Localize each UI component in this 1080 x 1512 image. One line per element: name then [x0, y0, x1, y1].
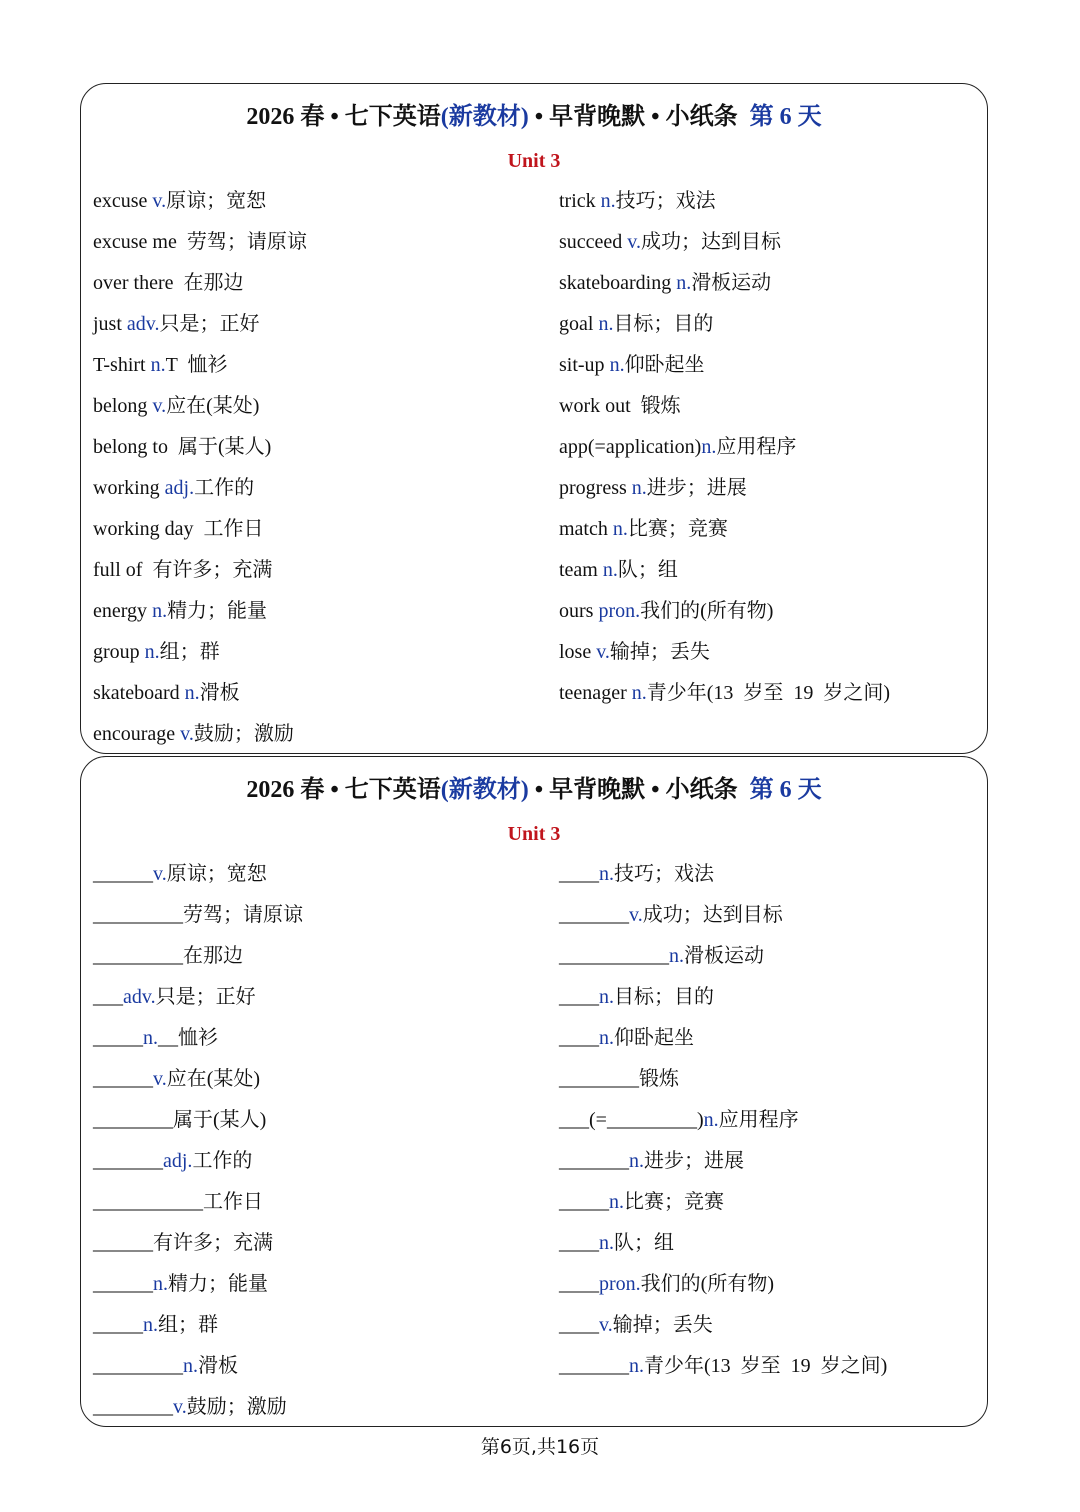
blank-column-left	[93, 858, 543, 1432]
vocab-word: ____	[559, 1232, 599, 1254]
vocab-word: ___________	[93, 1191, 203, 1213]
vocab-word: belong to	[93, 436, 178, 458]
title-suffix: • 早背晚默 • 小纸条	[528, 777, 738, 803]
vocab-word: _________	[93, 945, 183, 967]
vocab-word: working day	[93, 518, 204, 540]
vocab-meaning: 比赛；竞赛	[627, 518, 728, 540]
vocab-row	[93, 390, 543, 431]
vocab-word: app(=application)	[559, 436, 702, 458]
vocab-meaning: 技巧；戏法	[615, 190, 716, 212]
vocab-word: skateboard	[93, 682, 185, 704]
vocab-row	[559, 858, 979, 899]
vocab-row	[93, 858, 543, 899]
vocab-word: ______	[93, 863, 153, 885]
vocab-row	[559, 899, 979, 940]
vocab-row	[559, 349, 979, 390]
vocab-meaning: 组；群	[158, 1314, 218, 1336]
vocab-meaning: 滑板运动	[684, 945, 764, 967]
part-of-speech: n.	[701, 436, 717, 458]
vocab-meaning: 进步；进展	[646, 477, 747, 499]
page-number: 第6页,共16页	[480, 1436, 600, 1458]
vocab-meaning: 有许多；充满	[152, 559, 273, 581]
vocab-word: _______	[93, 1150, 163, 1172]
part-of-speech: n.	[143, 1027, 158, 1049]
vocab-row	[93, 308, 543, 349]
part-of-speech: n.	[629, 1150, 644, 1172]
vocab-row	[559, 1350, 979, 1391]
vocab-word: ____	[559, 1027, 599, 1049]
vocab-meaning: 青少年(13 岁至 19 岁之间)	[646, 682, 891, 704]
vocab-row	[559, 1227, 979, 1268]
vocab-word: ______	[93, 1068, 153, 1090]
vocab-word: over there	[93, 272, 184, 294]
vocab-word: trick	[559, 190, 601, 212]
vocab-word: belong	[93, 395, 153, 417]
vocab-word: excuse	[93, 190, 153, 212]
vocab-word: ___________	[559, 945, 669, 967]
vocab-word: working	[93, 477, 165, 499]
vocab-word: _______	[559, 904, 629, 926]
part-of-speech: v.	[153, 1068, 167, 1090]
vocab-meaning: 有许多；充满	[153, 1232, 273, 1254]
vocab-row	[559, 1186, 979, 1227]
vocab-word: ______	[93, 1273, 153, 1295]
part-of-speech: n.	[631, 477, 647, 499]
vocab-word: match	[559, 518, 613, 540]
vocab-word: ours	[559, 600, 599, 622]
vocab-word: ______	[93, 1232, 153, 1254]
vocab-meaning: 劳驾；请原谅	[183, 904, 303, 926]
vocab-word: _________	[93, 904, 183, 926]
vocab-word: work out	[559, 395, 641, 417]
vocab-row	[559, 981, 979, 1022]
part-of-speech: v.	[153, 863, 167, 885]
part-of-speech: v.	[173, 1396, 187, 1418]
vocab-meaning: 比赛；竞赛	[624, 1191, 724, 1213]
vocab-word: just	[93, 313, 127, 335]
vocab-meaning: 目标；目的	[613, 313, 714, 335]
vocab-meaning: 滑板	[199, 682, 240, 704]
vocab-meaning: 劳驾；请原谅	[186, 231, 307, 253]
part-of-speech: v.	[152, 190, 167, 212]
vocab-meaning: __恤衫	[158, 1027, 218, 1049]
vocab-row	[559, 1145, 979, 1186]
vocab-row	[559, 677, 979, 718]
vocab-meaning: 在那边	[183, 272, 244, 294]
card-title	[81, 769, 987, 804]
part-of-speech: adv.	[126, 313, 160, 335]
vocab-word: ________	[93, 1396, 173, 1418]
part-of-speech: adj.	[163, 1150, 193, 1172]
vocab-row	[93, 899, 543, 940]
part-of-speech: n.	[676, 272, 692, 294]
part-of-speech: n.	[599, 1027, 614, 1049]
title-prefix: 2026 春 • 七下英语	[246, 777, 441, 803]
vocab-word: lose	[559, 641, 597, 663]
part-of-speech: n.	[599, 1232, 614, 1254]
vocab-meaning: 目标；目的	[614, 986, 714, 1008]
vocab-card-dictation	[80, 756, 988, 1427]
vocab-row	[93, 1186, 543, 1227]
vocab-row	[93, 185, 543, 226]
word-column-left	[93, 185, 543, 759]
vocab-row	[93, 226, 543, 267]
vocab-meaning: 成功；达到目标	[642, 904, 783, 926]
part-of-speech: v.	[599, 1314, 613, 1336]
vocab-word: excuse me	[93, 231, 187, 253]
vocab-meaning: 应用程序	[716, 436, 797, 458]
vocab-word: progress	[559, 477, 632, 499]
vocab-word: ________	[93, 1109, 173, 1131]
vocab-meaning: 原谅；宽恕	[166, 190, 267, 212]
part-of-speech: adv.	[123, 986, 156, 1008]
part-of-speech: n.	[143, 1314, 158, 1336]
vocab-word: ____	[559, 1273, 599, 1295]
title-suffix: • 早背晚默 • 小纸条	[528, 104, 738, 130]
part-of-speech: n.	[629, 1355, 644, 1377]
vocab-row	[93, 349, 543, 390]
part-of-speech: v.	[152, 395, 167, 417]
vocab-meaning: 应在(某处)	[166, 395, 260, 417]
vocab-meaning: 在那边	[183, 945, 243, 967]
part-of-speech: v.	[629, 904, 643, 926]
vocab-word: succeed	[559, 231, 628, 253]
vocab-word: encourage	[93, 723, 181, 745]
vocab-meaning: 滑板	[198, 1355, 238, 1377]
word-column-right	[559, 185, 979, 718]
vocab-word: energy	[93, 600, 153, 622]
vocab-row	[559, 513, 979, 554]
vocab-meaning: 属于(某人)	[178, 436, 272, 458]
vocab-meaning: 锻炼	[639, 1068, 679, 1090]
vocab-word: skateboarding	[559, 272, 677, 294]
vocab-word: teenager	[559, 682, 632, 704]
vocab-meaning: 工作的	[192, 1150, 253, 1172]
vocab-row	[93, 1063, 543, 1104]
vocab-row	[559, 1309, 979, 1350]
vocab-meaning: 技巧；戏法	[614, 863, 714, 885]
title-highlight: (新教材)	[440, 104, 529, 130]
vocab-word: ___(=_________)	[559, 1109, 704, 1131]
part-of-speech: v.	[596, 641, 610, 663]
vocab-row	[559, 554, 979, 595]
part-of-speech: n.	[669, 945, 684, 967]
vocab-word: team	[559, 559, 603, 581]
vocab-meaning: 输掉；丢失	[609, 641, 710, 663]
vocab-meaning: 精力；能量	[167, 600, 268, 622]
card-title	[81, 96, 987, 131]
vocab-word: full of	[93, 559, 153, 581]
vocab-row	[93, 677, 543, 718]
vocab-row	[93, 940, 543, 981]
vocab-row	[93, 431, 543, 472]
vocab-row	[559, 940, 979, 981]
part-of-speech: pron.	[598, 600, 641, 622]
vocab-meaning: 原谅；宽恕	[166, 863, 267, 885]
vocab-word: _____	[93, 1314, 143, 1336]
blank-column-right	[559, 858, 979, 1391]
vocab-row	[559, 308, 979, 349]
vocab-word: ____	[559, 863, 599, 885]
vocab-meaning: 我们的(所有物)	[640, 600, 774, 622]
vocab-meaning: 鼓励；激励	[193, 723, 294, 745]
vocab-row	[559, 1063, 979, 1104]
vocab-word: goal	[559, 313, 599, 335]
part-of-speech: n.	[600, 190, 616, 212]
vocab-meaning: 队；组	[617, 559, 678, 581]
part-of-speech: n.	[599, 986, 614, 1008]
vocab-row	[93, 981, 543, 1022]
part-of-speech: n.	[153, 1273, 168, 1295]
part-of-speech: n.	[631, 682, 647, 704]
title-day: 第 6 天	[749, 104, 822, 130]
vocab-meaning: 滑板运动	[691, 272, 772, 294]
vocab-meaning: 成功；达到目标	[641, 231, 781, 253]
vocab-meaning: 鼓励；激励	[186, 1396, 287, 1418]
vocab-meaning: 属于(某人)	[173, 1109, 267, 1131]
vocab-meaning: T 恤衫	[165, 354, 228, 376]
vocab-row	[559, 595, 979, 636]
vocab-row	[93, 1309, 543, 1350]
vocab-meaning: 我们的(所有物)	[640, 1273, 774, 1295]
part-of-speech: n.	[703, 1109, 719, 1131]
vocab-row	[93, 1145, 543, 1186]
vocab-row	[93, 595, 543, 636]
vocab-row	[93, 513, 543, 554]
unit-heading: Unit 3	[507, 150, 561, 172]
vocab-meaning: 输掉；丢失	[612, 1314, 713, 1336]
vocab-row	[559, 390, 979, 431]
unit-heading: Unit 3	[507, 823, 561, 845]
vocab-row	[559, 636, 979, 677]
vocab-meaning: 青少年(13 岁至 19 岁之间)	[644, 1355, 888, 1377]
vocab-meaning: 队；组	[614, 1232, 674, 1254]
vocab-meaning: 工作日	[203, 518, 264, 540]
part-of-speech: n.	[609, 1191, 624, 1213]
vocab-word: _______	[559, 1150, 629, 1172]
vocab-meaning: 只是；正好	[155, 986, 256, 1008]
vocab-meaning: 工作的	[194, 477, 255, 499]
vocab-word: ____	[559, 1314, 599, 1336]
vocab-meaning: 应用程序	[718, 1109, 799, 1131]
part-of-speech: v.	[627, 231, 641, 253]
vocab-meaning: 仰卧起坐	[614, 1027, 694, 1049]
vocab-meaning: 锻炼	[640, 395, 681, 417]
vocab-word: T-shirt	[93, 354, 151, 376]
part-of-speech: n.	[152, 600, 168, 622]
vocab-row	[93, 1268, 543, 1309]
title-day: 第 6 天	[749, 777, 822, 803]
vocab-word: _____	[93, 1027, 143, 1049]
vocab-word: _______	[559, 1355, 629, 1377]
vocab-row	[93, 718, 543, 759]
vocab-row	[93, 1391, 543, 1432]
vocab-word: _________	[93, 1355, 183, 1377]
vocab-row	[93, 1227, 543, 1268]
vocab-meaning: 仰卧起坐	[624, 354, 705, 376]
vocab-word: ________	[559, 1068, 639, 1090]
title-prefix: 2026 春 • 七下英语	[246, 104, 441, 130]
part-of-speech: adj.	[164, 477, 195, 499]
vocab-word: ___	[93, 986, 123, 1008]
part-of-speech: n.	[144, 641, 160, 663]
vocab-row	[559, 1104, 979, 1145]
vocab-row	[559, 472, 979, 513]
part-of-speech: n.	[184, 682, 200, 704]
part-of-speech: v.	[180, 723, 194, 745]
vocab-row	[93, 267, 543, 308]
vocab-meaning: 工作日	[203, 1191, 263, 1213]
title-highlight: (新教材)	[440, 777, 529, 803]
vocab-row	[93, 472, 543, 513]
vocab-row	[559, 1022, 979, 1063]
part-of-speech: pron.	[599, 1273, 641, 1295]
vocab-row	[559, 226, 979, 267]
part-of-speech: n.	[599, 863, 614, 885]
vocab-row	[559, 185, 979, 226]
part-of-speech: n.	[602, 559, 618, 581]
part-of-speech: n.	[183, 1355, 198, 1377]
vocab-meaning: 组；群	[159, 641, 220, 663]
vocab-word: _____	[559, 1191, 609, 1213]
vocab-row	[559, 267, 979, 308]
vocab-meaning: 进步；进展	[644, 1150, 744, 1172]
vocab-word: group	[93, 641, 145, 663]
vocab-row	[93, 554, 543, 595]
vocab-row	[559, 431, 979, 472]
vocab-word: ____	[559, 986, 599, 1008]
vocab-row	[93, 636, 543, 677]
vocab-row	[93, 1104, 543, 1145]
vocab-meaning: 只是；正好	[159, 313, 260, 335]
vocab-row	[559, 1268, 979, 1309]
part-of-speech: n.	[598, 313, 614, 335]
vocab-row	[93, 1022, 543, 1063]
part-of-speech: n.	[609, 354, 625, 376]
vocab-word: sit-up	[559, 354, 610, 376]
part-of-speech: n.	[150, 354, 166, 376]
part-of-speech: n.	[612, 518, 628, 540]
vocab-row	[93, 1350, 543, 1391]
vocab-card-reference	[80, 83, 988, 754]
vocab-meaning: 应在(某处)	[166, 1068, 261, 1090]
vocab-meaning: 精力；能量	[168, 1273, 268, 1295]
